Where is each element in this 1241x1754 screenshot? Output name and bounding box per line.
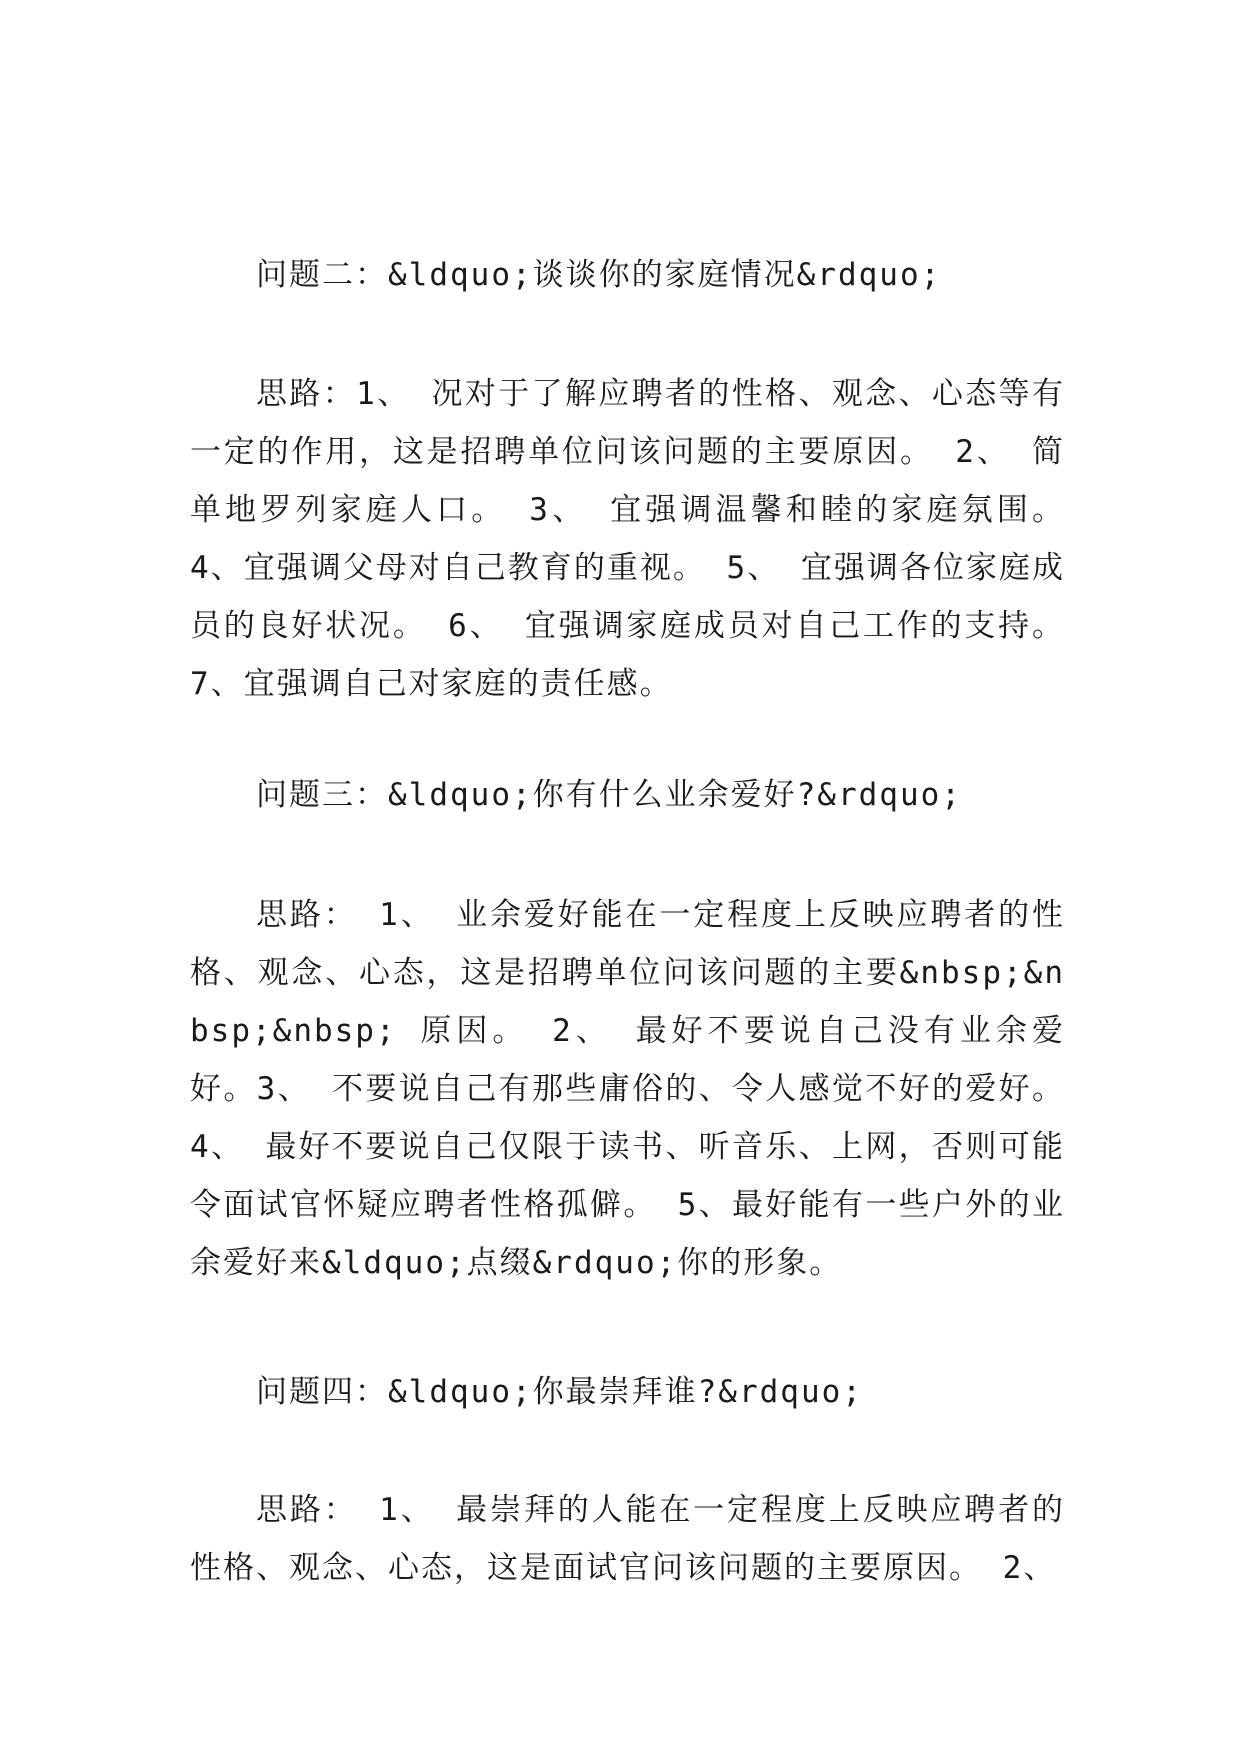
answer-three-paragraph: 思路： 1、 业余爱好能在一定程度上反映应聘者的性格、观念、心态，这是招聘单位问该问题的主要&nbsp;&nbsp;&nbsp; 原因。 2、 最好不要说自己没有业余爱好。3、 不要说自己有那些庸俗的、令人感觉不好的爱好。4、 最好不要说自己仅限于读书、听音乐、上网，否则可能令面试官怀疑应聘者性格孤僻。 5、最好能有一些户外的业余爱好来&ldquo;点缀&rdquo;你的形象。: [190, 897, 1065, 1281]
answer-four-paragraph: 思路： 1、 最崇拜的人能在一定程度上反映应聘者的性格、观念、心态，这是面试官问该问题的主要原因。 2、: [190, 1492, 1065, 1586]
question-four-heading: 问题四：&ldquo;你最崇拜谁?&rdquo;: [256, 1374, 863, 1410]
answer-two-paragraph: 思路：1、 况对于了解应聘者的性格、观念、心态等有一定的作用，这是招聘单位问该问题的主要原因。 2、 简单地罗列家庭人口。 3、 宜强调温馨和睦的家庭氛围。 4、宜强调父母对自己教育的重视。 5、 宜强调各位家庭成员的良好状况。 6、 宜强调家庭成员对自己工作的支持。 7、宜强调自己对家庭的责任感。: [190, 376, 1065, 702]
question-three-heading: 问题三：&ldquo;你有什么业余爱好?&rdquo;: [256, 777, 962, 813]
question-two-heading: 问题二：&ldquo;谈谈你的家庭情况&rdquo;: [256, 257, 942, 293]
